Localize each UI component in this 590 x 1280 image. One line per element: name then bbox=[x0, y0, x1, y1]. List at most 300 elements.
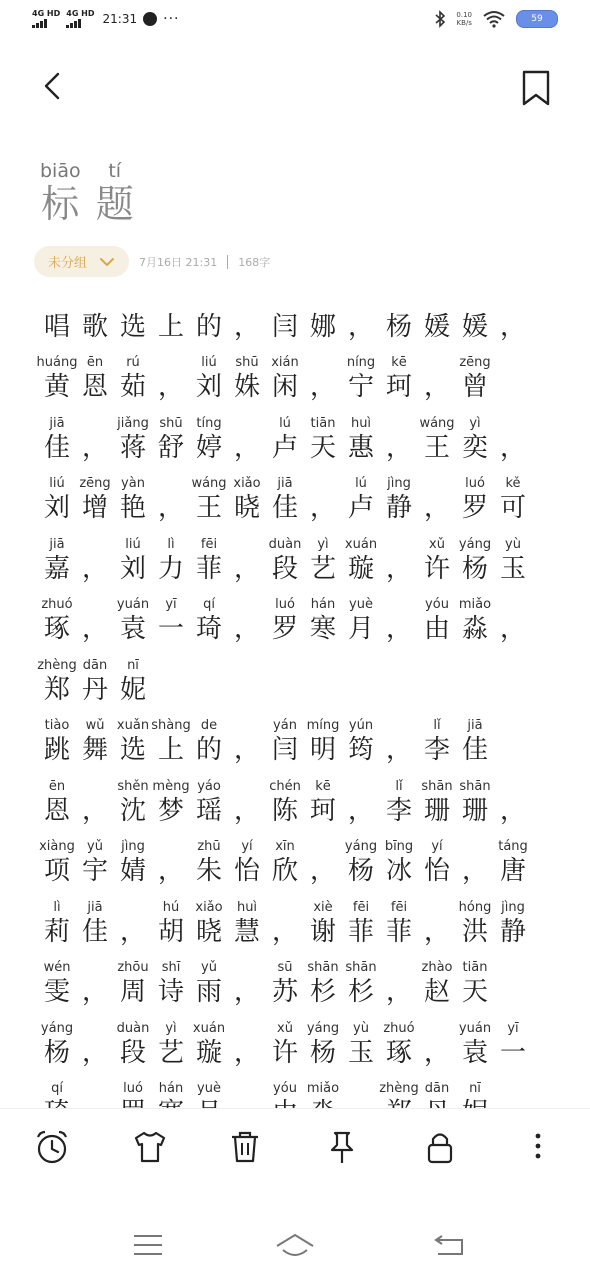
hanzi: ， bbox=[233, 614, 260, 644]
ruby-char bbox=[38, 354, 76, 403]
ruby-char bbox=[380, 959, 418, 1008]
ruby-char bbox=[418, 838, 456, 887]
pinyin: yóu bbox=[273, 1081, 297, 1096]
pinyin: xiè bbox=[313, 899, 333, 915]
hanzi: 茹 bbox=[119, 372, 146, 402]
ruby-char bbox=[304, 717, 342, 766]
pinyin: yī bbox=[165, 597, 177, 612]
back-nav-icon[interactable] bbox=[430, 1230, 470, 1260]
hanzi: 恩 bbox=[81, 372, 108, 402]
pinyin: wén bbox=[43, 960, 71, 975]
ruby-char bbox=[190, 717, 228, 766]
hanzi: 璇 bbox=[347, 553, 374, 584]
pinyin: ēn bbox=[48, 778, 66, 794]
hanzi: ， bbox=[423, 372, 450, 402]
pinyin: tiān bbox=[310, 415, 336, 431]
pinyin: shū bbox=[235, 355, 259, 370]
alarm-clock-icon[interactable] bbox=[32, 1127, 72, 1167]
status-left bbox=[32, 10, 179, 28]
ruby-char bbox=[418, 1020, 456, 1069]
signal-bars-icon bbox=[66, 18, 81, 28]
ruby-char bbox=[228, 475, 266, 524]
ruby-char bbox=[114, 838, 152, 887]
pinyin: yún bbox=[348, 718, 374, 733]
hanzi: ， bbox=[81, 977, 108, 1007]
hanzi: 宁 bbox=[347, 372, 374, 402]
pinyin: shū bbox=[159, 415, 183, 431]
hanzi: 许 bbox=[423, 553, 450, 584]
ruby-char bbox=[456, 1020, 494, 1069]
lock-icon[interactable] bbox=[420, 1127, 460, 1167]
ruby-char bbox=[266, 294, 304, 343]
hanzi: 陈 bbox=[271, 795, 298, 826]
pinyin: qí bbox=[51, 1081, 63, 1096]
hanzi: 李 bbox=[385, 795, 412, 826]
text-line bbox=[38, 645, 558, 706]
hanzi: 苏 bbox=[271, 977, 298, 1007]
pinyin: luó bbox=[275, 597, 295, 612]
pinyin: hóng bbox=[458, 899, 492, 915]
ruby-char bbox=[304, 778, 342, 827]
ruby-char bbox=[38, 1020, 76, 1069]
ruby-char bbox=[228, 354, 266, 403]
menu-icon[interactable] bbox=[128, 1230, 168, 1260]
hanzi: 惠 bbox=[347, 432, 374, 463]
hanzi: 刘 bbox=[119, 553, 146, 584]
pinyin: hán bbox=[158, 1081, 184, 1096]
ruby-char bbox=[38, 959, 76, 1008]
ruby-char bbox=[380, 536, 418, 585]
signal-bars-icon bbox=[32, 18, 47, 28]
pinyin: xǔ bbox=[277, 1020, 293, 1036]
hanzi: 珂 bbox=[385, 372, 412, 402]
ruby-char bbox=[456, 354, 494, 403]
ruby-char bbox=[266, 536, 304, 585]
ruby-char bbox=[76, 778, 114, 827]
hanzi: ， bbox=[233, 795, 260, 826]
pinyin: tiào bbox=[44, 718, 70, 733]
pinyin: shān bbox=[459, 778, 491, 794]
status-bar bbox=[0, 0, 590, 44]
hanzi: 周 bbox=[119, 977, 146, 1007]
ruby-char bbox=[38, 596, 76, 645]
ruby-char bbox=[304, 415, 342, 464]
ruby-char bbox=[152, 778, 190, 827]
ruby-char bbox=[190, 778, 228, 827]
text-line bbox=[38, 282, 558, 343]
group-selector[interactable] bbox=[34, 246, 129, 277]
ruby-char bbox=[266, 778, 304, 827]
ruby-char bbox=[38, 899, 76, 948]
ruby-char bbox=[380, 838, 418, 887]
back-icon[interactable] bbox=[36, 68, 72, 104]
pinyin: luó bbox=[123, 1081, 143, 1096]
ruby-char bbox=[266, 717, 304, 766]
ruby-char bbox=[228, 1020, 266, 1069]
ruby-char bbox=[76, 959, 114, 1008]
hanzi: 李 bbox=[423, 735, 450, 765]
ruby-char bbox=[152, 536, 190, 585]
hanzi: ， bbox=[309, 856, 336, 886]
hanzi: 媛 bbox=[423, 311, 450, 342]
pinyin: kē bbox=[391, 355, 407, 370]
ruby-char bbox=[342, 838, 380, 887]
more-notifications-icon: ··· bbox=[163, 11, 180, 27]
hanzi: ， bbox=[461, 856, 488, 886]
ruby-char bbox=[418, 354, 456, 403]
ruby-char bbox=[228, 596, 266, 645]
pinyin: yí bbox=[431, 839, 443, 854]
pin-icon[interactable] bbox=[322, 1127, 362, 1167]
pinyin: jìng bbox=[121, 839, 145, 854]
hanzi: 谢 bbox=[309, 916, 336, 947]
pinyin: liú bbox=[125, 536, 141, 552]
pinyin: ēn bbox=[86, 355, 104, 370]
ruby-char bbox=[190, 959, 228, 1008]
pinyin: dān bbox=[424, 1081, 450, 1096]
pinyin: yán bbox=[273, 718, 297, 733]
text-line bbox=[38, 887, 558, 948]
hanzi: 明 bbox=[309, 735, 336, 765]
ruby-char bbox=[152, 475, 190, 524]
ruby-char bbox=[114, 596, 152, 645]
ruby-char bbox=[304, 536, 342, 585]
ruby-char bbox=[190, 294, 228, 343]
globe-icon bbox=[143, 12, 157, 26]
hanzi: ， bbox=[81, 614, 108, 644]
hanzi: ， bbox=[499, 614, 526, 644]
pinyin: xuán bbox=[344, 536, 378, 552]
pinyin: nī bbox=[469, 1081, 481, 1096]
hanzi: 娜 bbox=[309, 311, 336, 342]
hanzi: 艺 bbox=[309, 553, 336, 584]
pinyin: lì bbox=[167, 536, 175, 552]
ruby-char bbox=[38, 475, 76, 524]
ruby-char bbox=[152, 899, 190, 948]
ruby-char bbox=[38, 536, 76, 585]
ruby-char bbox=[304, 475, 342, 524]
hanzi: ， bbox=[119, 916, 146, 947]
hanzi: 郑 bbox=[43, 674, 70, 705]
ruby-char bbox=[342, 959, 380, 1008]
ruby-char bbox=[228, 899, 266, 948]
pinyin: lú bbox=[279, 415, 291, 431]
hanzi: 媛 bbox=[461, 311, 488, 342]
ruby-char bbox=[380, 354, 418, 403]
wifi-icon bbox=[482, 10, 506, 28]
ruby-char bbox=[38, 717, 76, 766]
pinyin: nī bbox=[127, 657, 139, 673]
ruby-char bbox=[380, 475, 418, 524]
hanzi: 曾 bbox=[461, 372, 488, 402]
pinyin: yì bbox=[469, 415, 481, 431]
hanzi: ， bbox=[499, 311, 526, 342]
pinyin: dān bbox=[82, 657, 108, 673]
ruby-char bbox=[190, 596, 228, 645]
title-pinyin: biāo bbox=[40, 160, 81, 182]
hanzi: 舞 bbox=[81, 735, 108, 765]
hanzi: 雯 bbox=[43, 977, 70, 1007]
pinyin: mèng bbox=[152, 778, 190, 794]
status-right bbox=[434, 10, 558, 28]
ruby-char bbox=[114, 294, 152, 343]
tshirt-icon[interactable] bbox=[130, 1127, 170, 1167]
hanzi: ， bbox=[347, 311, 374, 342]
ruby-char bbox=[76, 475, 114, 524]
ruby-char bbox=[494, 838, 532, 887]
hanzi: 欣 bbox=[271, 856, 298, 886]
hanzi: 雨 bbox=[195, 977, 222, 1007]
ruby-char bbox=[342, 536, 380, 585]
hanzi: 丹 bbox=[81, 674, 108, 705]
ruby-char bbox=[456, 717, 494, 766]
ruby-char bbox=[114, 959, 152, 1008]
ruby-char bbox=[418, 415, 456, 464]
bookmark-icon[interactable] bbox=[518, 68, 554, 108]
pinyin: yǔ bbox=[87, 839, 103, 854]
pinyin: jiā bbox=[49, 536, 65, 552]
hanzi: 蒋 bbox=[119, 432, 146, 463]
pinyin: kě bbox=[505, 476, 521, 491]
ruby-char bbox=[342, 415, 380, 464]
pinyin: yì bbox=[317, 536, 329, 552]
ruby-char bbox=[304, 354, 342, 403]
ruby-char bbox=[494, 475, 532, 524]
hanzi: 黄 bbox=[43, 372, 70, 402]
ruby-char bbox=[456, 838, 494, 887]
pinyin: yí bbox=[241, 839, 253, 854]
battery-indicator bbox=[516, 10, 558, 28]
pinyin: liú bbox=[201, 355, 217, 370]
hanzi: 袁 bbox=[119, 614, 146, 644]
hanzi: 佳 bbox=[461, 735, 488, 765]
ruby-char bbox=[38, 657, 76, 706]
hanzi: 罗 bbox=[461, 493, 488, 523]
hanzi: 菲 bbox=[195, 553, 222, 584]
hanzi: 莉 bbox=[43, 916, 70, 947]
pinyin: jiǎng bbox=[117, 415, 149, 431]
ruby-char bbox=[266, 596, 304, 645]
ruby-char bbox=[342, 899, 380, 948]
hanzi: 杨 bbox=[385, 311, 412, 342]
more-vertical-icon[interactable] bbox=[518, 1127, 558, 1167]
ruby-char bbox=[76, 899, 114, 948]
ruby-char bbox=[190, 354, 228, 403]
hanzi: 佳 bbox=[81, 916, 108, 947]
hanzi: 的 bbox=[195, 311, 222, 342]
hanzi: 琦 bbox=[195, 614, 222, 644]
hanzi: 沈 bbox=[119, 795, 146, 826]
pinyin: níng bbox=[346, 355, 376, 370]
pinyin: zēng bbox=[459, 355, 491, 370]
note-title[interactable] bbox=[40, 160, 144, 224]
text-line bbox=[38, 706, 558, 767]
pinyin: shān bbox=[345, 960, 377, 975]
ruby-char bbox=[456, 536, 494, 585]
hanzi: 琢 bbox=[43, 614, 70, 644]
meta-divider bbox=[227, 255, 228, 269]
hanzi: 增 bbox=[81, 493, 108, 523]
ruby-char bbox=[494, 294, 532, 343]
pinyin: xián bbox=[271, 355, 299, 370]
pinyin: sū bbox=[277, 960, 293, 975]
ruby-char bbox=[380, 415, 418, 464]
ruby-char bbox=[228, 536, 266, 585]
ruby-char bbox=[342, 596, 380, 645]
hanzi: 佳 bbox=[43, 432, 70, 463]
ruby-char bbox=[228, 415, 266, 464]
ruby-char bbox=[494, 415, 532, 464]
pinyin: bīng bbox=[384, 839, 414, 854]
ruby-char bbox=[418, 596, 456, 645]
ruby-char bbox=[380, 294, 418, 343]
note-body[interactable] bbox=[38, 282, 558, 1108]
ruby-char bbox=[494, 596, 532, 645]
pinyin: táng bbox=[498, 839, 528, 854]
pinyin: miǎo bbox=[458, 597, 492, 612]
pinyin: huì bbox=[236, 899, 258, 915]
hanzi: ， bbox=[423, 916, 450, 947]
pinyin: yù bbox=[353, 1020, 369, 1036]
ruby-char bbox=[190, 536, 228, 585]
pinyin: jìng bbox=[387, 476, 411, 491]
hanzi: ， bbox=[157, 493, 184, 523]
text-line bbox=[38, 948, 558, 1009]
pinyin: yī bbox=[507, 1020, 519, 1036]
ruby-char bbox=[114, 778, 152, 827]
title-char bbox=[96, 160, 134, 224]
hanzi: 珊 bbox=[461, 795, 488, 826]
hanzi: 上 bbox=[157, 735, 184, 765]
trash-icon[interactable] bbox=[225, 1127, 265, 1167]
pinyin: zhū bbox=[197, 839, 221, 854]
hanzi: ， bbox=[233, 1037, 260, 1068]
hanzi: 刘 bbox=[195, 372, 222, 402]
ruby-char bbox=[304, 1020, 342, 1069]
pinyin: duàn bbox=[268, 536, 302, 552]
pinyin: fēi bbox=[390, 899, 408, 915]
pinyin: xuǎn bbox=[116, 718, 150, 733]
pinyin: jiā bbox=[49, 415, 65, 431]
battery-level: 59 bbox=[531, 14, 543, 24]
pinyin: yóu bbox=[425, 597, 449, 612]
pinyin: liú bbox=[49, 476, 65, 491]
ruby-char bbox=[456, 959, 494, 1008]
hanzi: 姝 bbox=[233, 372, 260, 402]
pinyin: zhào bbox=[421, 960, 453, 975]
ruby-char bbox=[76, 596, 114, 645]
ruby-char bbox=[190, 899, 228, 948]
hanzi: 上 bbox=[157, 311, 184, 342]
pinyin: yáng bbox=[40, 1020, 74, 1036]
pinyin: shān bbox=[307, 960, 339, 975]
pinyin: xiǎo bbox=[195, 899, 223, 915]
hanzi: 珂 bbox=[309, 795, 336, 826]
hanzi: 慧 bbox=[233, 916, 260, 947]
ruby-char bbox=[304, 959, 342, 1008]
hanzi: 怡 bbox=[233, 856, 260, 886]
pinyin: rú bbox=[126, 355, 140, 370]
ruby-char bbox=[190, 838, 228, 887]
pinyin: yì bbox=[165, 1020, 177, 1036]
pinyin: jiā bbox=[277, 476, 293, 491]
hanzi: 赵 bbox=[423, 977, 450, 1007]
title-pinyin: tí bbox=[108, 160, 122, 182]
hanzi: 杨 bbox=[461, 553, 488, 584]
pinyin: yáo bbox=[197, 778, 221, 794]
hanzi: 艳 bbox=[119, 493, 146, 523]
ruby-char bbox=[38, 294, 76, 343]
hanzi: ， bbox=[385, 977, 412, 1007]
hanzi: 段 bbox=[271, 553, 298, 584]
home-icon[interactable] bbox=[275, 1230, 315, 1260]
pinyin: yàn bbox=[121, 476, 145, 491]
hanzi: 杨 bbox=[309, 1037, 336, 1068]
pinyin: lú bbox=[355, 476, 367, 491]
pinyin: zhōu bbox=[117, 960, 149, 975]
pinyin: zēng bbox=[79, 476, 111, 491]
hanzi: 洪 bbox=[461, 916, 488, 947]
ruby-char bbox=[114, 354, 152, 403]
hanzi: ， bbox=[347, 795, 374, 826]
ruby-char bbox=[152, 959, 190, 1008]
hanzi: 玉 bbox=[347, 1037, 374, 1068]
hanzi: 一 bbox=[157, 614, 184, 644]
hanzi: 歌 bbox=[81, 311, 108, 342]
hanzi: 杨 bbox=[43, 1037, 70, 1068]
ruby-char bbox=[304, 899, 342, 948]
hanzi: 晓 bbox=[195, 916, 222, 947]
system-navigation-bar bbox=[0, 1210, 590, 1280]
ruby-char bbox=[228, 294, 266, 343]
ruby-char bbox=[114, 415, 152, 464]
network-speed-value: 0.10 bbox=[456, 11, 472, 19]
ruby-char bbox=[152, 354, 190, 403]
ruby-char bbox=[456, 415, 494, 464]
ruby-char bbox=[342, 294, 380, 343]
pinyin: jiā bbox=[87, 899, 103, 915]
hanzi: 佳 bbox=[271, 493, 298, 523]
ruby-char bbox=[304, 596, 342, 645]
hanzi: 唱 bbox=[43, 311, 70, 342]
ruby-char bbox=[456, 475, 494, 524]
ruby-char bbox=[152, 717, 190, 766]
hanzi: 唐 bbox=[499, 856, 526, 886]
ruby-char bbox=[152, 1020, 190, 1069]
ruby-char bbox=[266, 415, 304, 464]
text-line bbox=[38, 403, 558, 464]
pinyin: yǔ bbox=[201, 960, 217, 975]
chevron-down-icon bbox=[99, 257, 115, 267]
pinyin: yáng bbox=[306, 1020, 340, 1036]
bluetooth-icon bbox=[434, 10, 446, 28]
ruby-char bbox=[114, 536, 152, 585]
hanzi: 袁 bbox=[461, 1037, 488, 1068]
ruby-char bbox=[304, 838, 342, 887]
hanzi: 菲 bbox=[347, 916, 374, 947]
pinyin: míng bbox=[306, 718, 340, 733]
network-speed bbox=[456, 11, 472, 27]
hanzi: 婷 bbox=[195, 432, 222, 463]
hanzi: 淼 bbox=[461, 614, 488, 644]
ruby-char bbox=[76, 838, 114, 887]
pinyin: xǔ bbox=[429, 536, 445, 552]
hanzi: 闫 bbox=[271, 311, 298, 342]
hanzi: 项 bbox=[43, 856, 70, 886]
ruby-char bbox=[342, 354, 380, 403]
ruby-char bbox=[494, 778, 532, 827]
pinyin: qí bbox=[203, 597, 215, 612]
